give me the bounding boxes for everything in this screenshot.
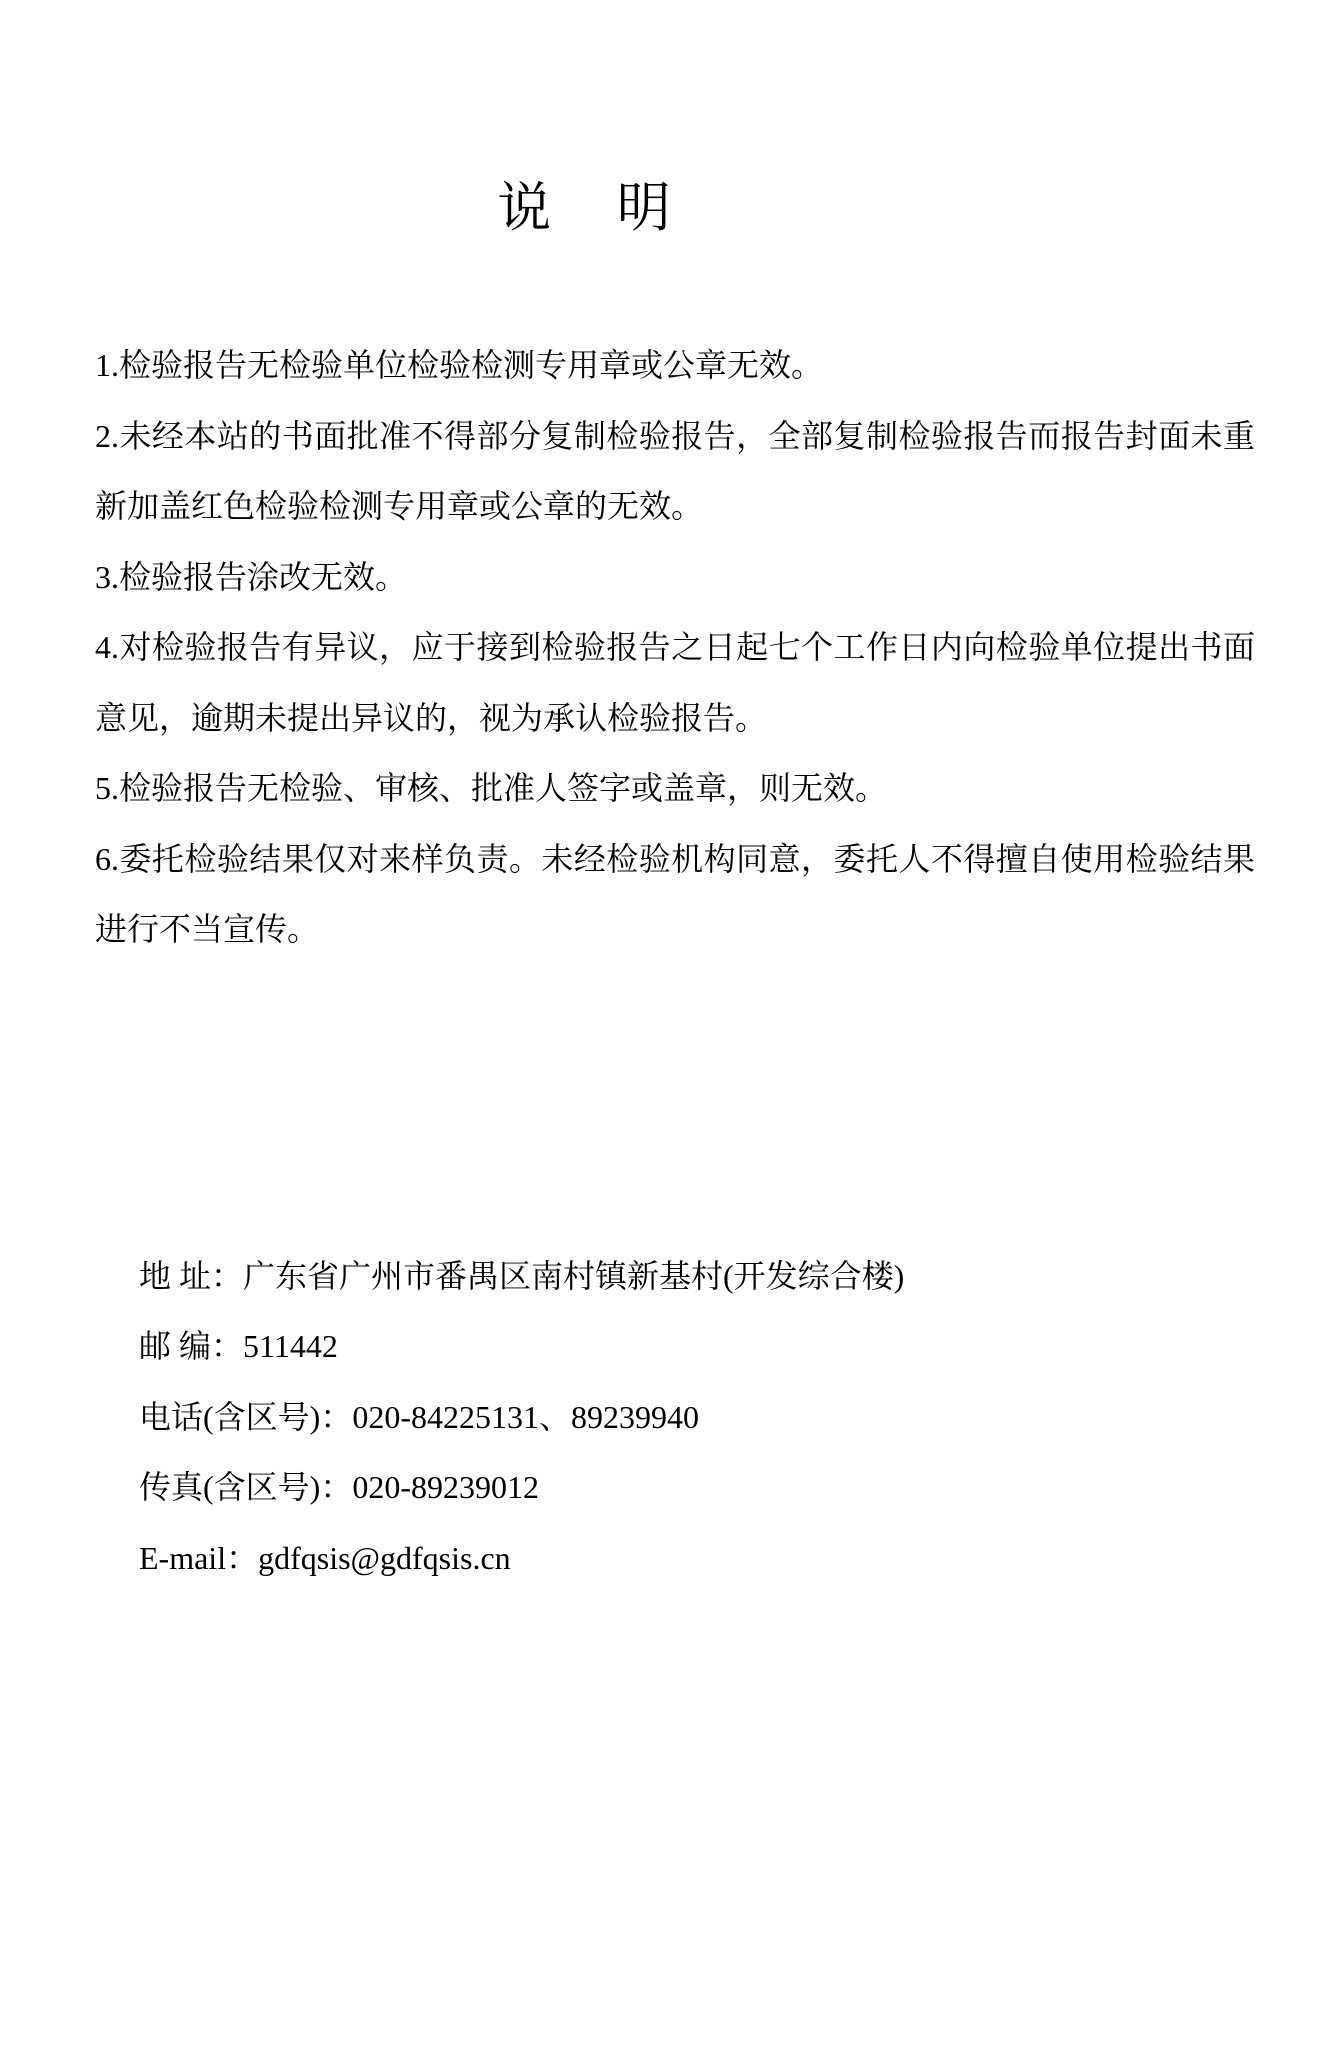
- notes-list: [95, 330, 1255, 965]
- contact-line: 邮 编：511442: [139, 1328, 338, 1364]
- contact-line: 传真(含区号)：020-89239012: [139, 1469, 539, 1505]
- note-item: 1.检验报告无检验单位检验检测专用章或公章无效。: [95, 347, 824, 383]
- document-page: [0, 172, 1343, 2072]
- note-item: 3.检验报告涂改无效。: [95, 558, 408, 595]
- contact-line: 地 址：广东省广州市番禺区南村镇新基村(开发综合楼): [139, 1257, 905, 1294]
- page-title: 说 明: [497, 178, 673, 238]
- note-item: 6.委托检验结果仅对来样负责。未经检验机构同意，委托人不得擅自使用检验结果进行不当宣传。: [95, 840, 1255, 947]
- contact-line: E-mail：gdfqsis@gdfqsis.cn: [139, 1539, 511, 1576]
- contact-line: 电话(含区号)：020-84225131、89239940: [139, 1398, 699, 1435]
- contact-block: [95, 1241, 1255, 1594]
- note-item: 2.未经本站的书面批准不得部分复制检验报告，全部复制检验报告而报告封面未重新加盖红色检验检测专用章或公章的无效。: [95, 417, 1255, 524]
- note-item: 4.对检验报告有异议，应于接到检验报告之日起七个工作日内向检验单位提出书面意见，逾期未提出异议的，视为承认检验报告。: [95, 629, 1255, 736]
- note-item: 5.检验报告无检验、审核、批准人签字或盖章，则无效。: [95, 770, 888, 806]
